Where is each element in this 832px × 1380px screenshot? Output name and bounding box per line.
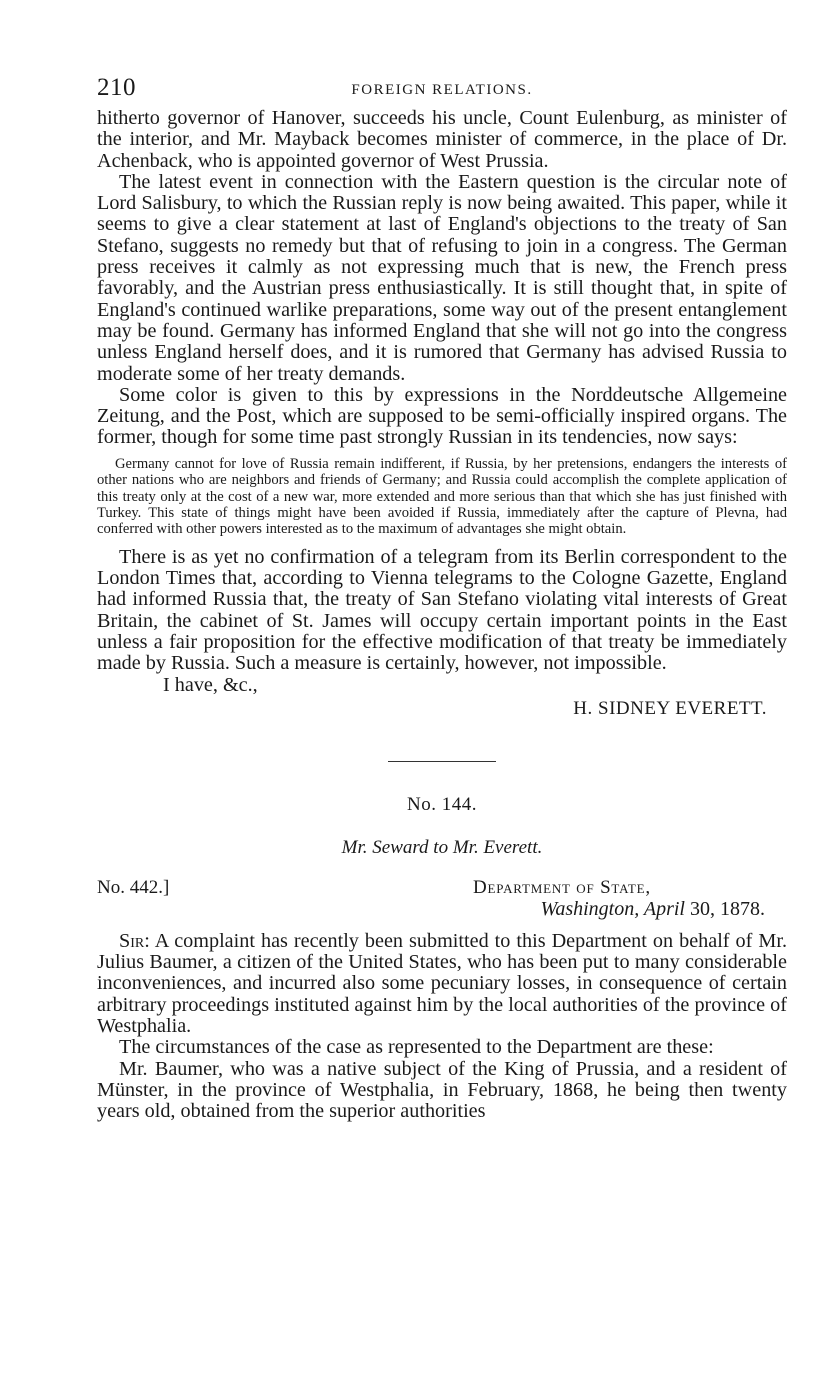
quote-text: Germany cannot for love of Russia remain indifferent, if Russia, by her pretensions, endangers the interests of other nations who are neighbors and friends of Germany; and Russia could accomplish the complete application of this treaty only at the cost of a new war, more extended and more serious than that which she has just finished with Turkey. This state of things might have been avoided if Russia, immediately after the capture of Plevna, had conferred with other powers interested as to the maximum of advantages she might obtain.: [97, 455, 787, 538]
paragraph-eastern-question: The latest event in connection with the Eastern question is the circular note of Lord Salisbury, to which the Russian reply is now being awaited. This paper, while it seems to give a clear statement at last of England's objections to the treaty of San Stefano, suggests no remedy but that of refusing to join in a congress. The German press receives it calmly as not expressing much that is new, the French press favorably, and the Austrian press enthusiastically. It is still thought that, in spite of England's continued warlike preparations, some way out of the present entanglement may be found. Germany has informed England that she will not go into the congress unless England herself does, and it is rumored that Germany has advised Russia to moderate some of her treaty demands.: [97, 170, 787, 385]
place-date: [541, 898, 765, 921]
letter-body: [97, 931, 787, 1123]
paragraph-continued: hitherto governor of Hanover, succeeds his uncle, Count Eulenburg, as minister of the interior, and Mr. Mayback becomes minister of commerce, in the place of Dr. Achenback, who is appointed governor of West Prussia.: [97, 107, 787, 172]
reference-number: No. 442.]: [97, 876, 170, 898]
letter-paragraph-complaint: [97, 931, 787, 1037]
department-name: Department of State,: [473, 876, 651, 898]
document-title: Mr. Seward to Mr. Everett.: [341, 836, 543, 858]
block-quote: [97, 456, 787, 538]
letter-paragraph-baumer: Mr. Baumer, who was a native subject of the King of Prussia, and a resident of Münster, in the province of Westphalia, in February, 1868, he being then twenty years old, obtained from the superior authorities: [97, 1057, 787, 1123]
signature: H. SIDNEY EVERETT.: [573, 697, 767, 719]
dateline: [97, 877, 787, 931]
body-text-continued: [97, 547, 787, 675]
place-month: Washington, April: [540, 897, 685, 920]
complaint-text: : A complaint has recently been submitted to this Department on behalf of Mr. Julius Baumer, a citizen of the United States, who has been put to many considerable inconveniences, and incurred also some pecuniary losses, in consequence of certain arbitrary proceedings instituted against him by the local authorities of the province of Westphalia.: [97, 929, 787, 1038]
closing-salutation: I have, &c.,: [163, 673, 258, 696]
body-text: [97, 108, 787, 449]
page-number: 210: [97, 74, 136, 101]
document-page: [97, 74, 787, 1123]
day-year: 30, 1878.: [690, 897, 765, 920]
document-number: No. 144.: [407, 793, 477, 815]
letter-paragraph-circumstances: The circumstances of the case as represented to the Department are these:: [119, 1036, 714, 1059]
paragraph-norddeutsche: Some color is given to this by expressions in the Norddeutsche Allgemeine Zeitung, and the Post, which are supposed to be semi-officially inspired organs. The former, though for some time past strongly Russian in its tendencies, now says:: [97, 383, 787, 449]
section-divider: [388, 761, 496, 762]
running-head: FOREIGN RELATIONS.: [351, 82, 533, 98]
paragraph-telegram: There is as yet no confirmation of a telegram from its Berlin correspondent to the London Times that, according to Vienna telegrams to the Cologne Gazette, England had informed Russia that, the treaty of San Stefano violating vital interests of Great Britain, the cabinet of St. James will occupy certain important points in the East unless a fair proposition for the effective modification of that treaty be immediately made by Russia. Such a measure is certainly, however, not impossible.: [97, 545, 787, 675]
salutation-sir: Sir: [119, 929, 145, 952]
page-header: [97, 74, 787, 108]
